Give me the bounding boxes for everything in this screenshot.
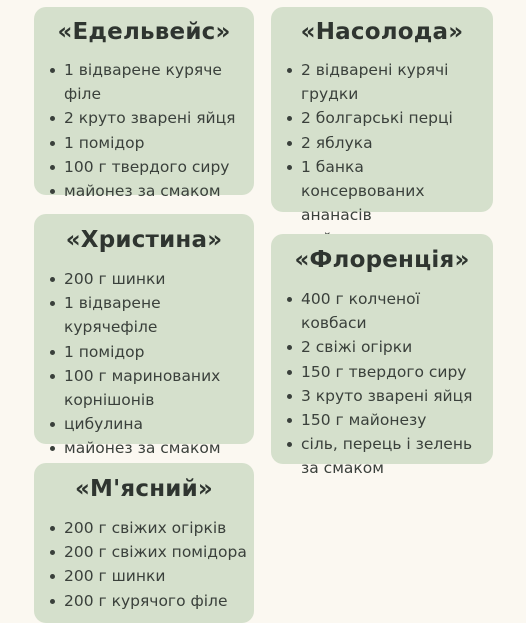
ingredient-item: майонез за смаком: [64, 436, 254, 460]
ingredient-item: 1 відварене куряче філе: [64, 58, 254, 106]
recipe-card-miasnyi: [34, 463, 254, 623]
recipe-card-nasoloda: [271, 7, 493, 225]
ingredient-list: [271, 58, 493, 252]
ingredient-item: 2 яблука: [301, 131, 493, 155]
recipe-title: «Христина»: [65, 227, 223, 253]
ingredient-item: майонез за смаком: [64, 179, 254, 203]
ingredient-item: 2 болгарські перці: [301, 106, 493, 130]
recipe-title: «Едельвейс»: [57, 19, 231, 45]
ingredient-item: 200 г свіжих огірків: [64, 516, 254, 540]
ingredient-list: [34, 516, 254, 613]
ingredient-item: 200 г шинки: [64, 564, 254, 588]
recipe-card-edelweiss: [34, 7, 254, 201]
ingredient-item: 2 круто зварені яйця: [64, 106, 254, 130]
ingredient-item: 200 г шинки: [64, 267, 254, 291]
ingredient-item: 3 круто зварені яйця: [301, 384, 493, 408]
ingredient-item: 1 банка консервованих ананасів: [301, 155, 493, 228]
ingredient-item: 2 свіжі огірки: [301, 335, 493, 359]
recipe-card-florentsiia: [271, 234, 493, 478]
ingredient-list: [34, 267, 254, 461]
ingredient-item: 200 г свіжих помідора: [64, 540, 254, 564]
ingredient-item: 100 г твердого сиру: [64, 155, 254, 179]
ingredient-item: сіль, перець і зелень за смаком: [301, 432, 493, 480]
ingredient-item: цибулина: [64, 412, 254, 436]
ingredient-item: 1 помідор: [64, 340, 254, 364]
ingredient-item: 150 г твердого сиру: [301, 360, 493, 384]
ingredient-item: 2 відварені курячі грудки: [301, 58, 493, 106]
ingredient-item: 400 г колченої ковбаси: [301, 287, 493, 335]
ingredient-item: 1 відварене курячефіле: [64, 291, 254, 339]
ingredient-item: 200 г курячого філе: [64, 589, 254, 613]
recipe-title: «Флоренція»: [294, 247, 470, 273]
recipe-title: «Насолода»: [300, 19, 464, 45]
ingredient-item: 100 г маринованих корнішонів: [64, 364, 254, 412]
ingredient-list: [271, 287, 493, 481]
recipe-card-khrystyna: [34, 214, 254, 458]
ingredient-item: 1 помідор: [64, 131, 254, 155]
ingredient-list: [34, 58, 254, 203]
ingredient-item: 150 г майонезу: [301, 408, 493, 432]
recipe-title: «М'ясний»: [75, 476, 213, 502]
